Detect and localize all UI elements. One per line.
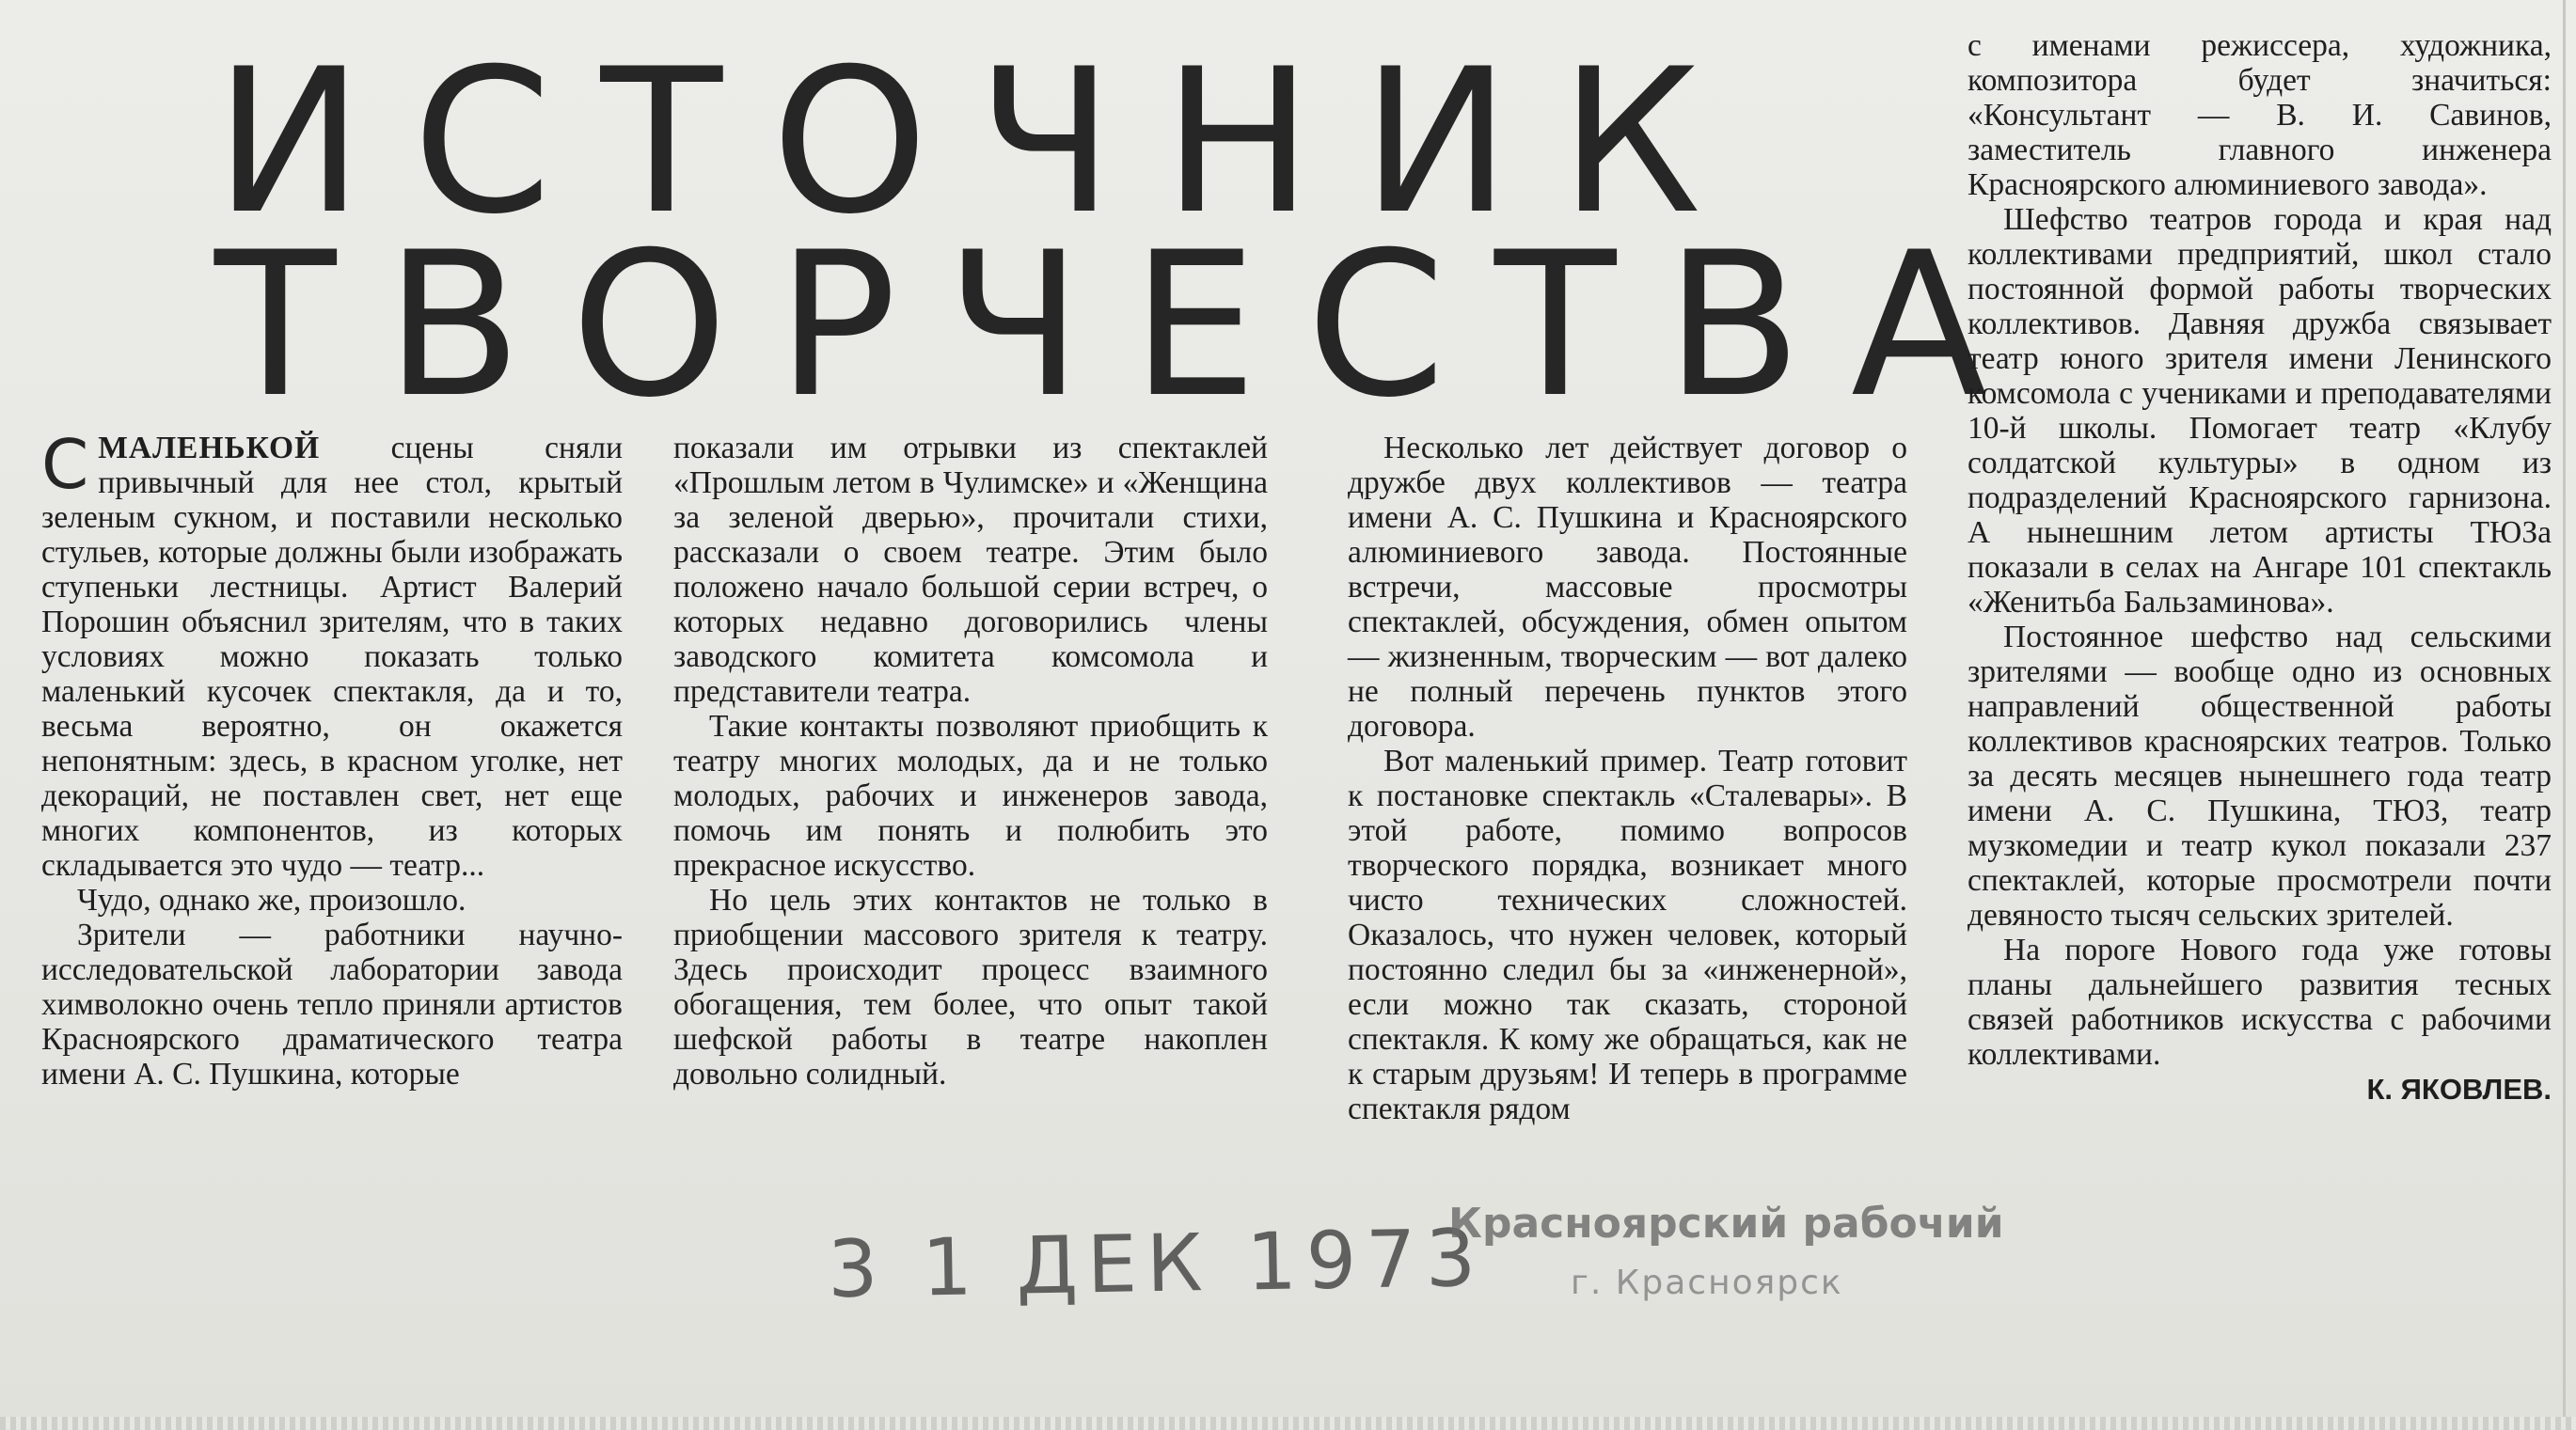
paragraph: Зрители — работники научно-исследовательской лаборатории завода химволокно очень тепло приняли артистов Красноярского драматического театра имени А. С. Пушкина, которые [41, 918, 623, 1092]
article-column-3 [1348, 431, 1907, 1126]
paragraph: показали им отрывки из спектаклей «Прошлым летом в Чулимске» и «Женщина за зеленой дверью», прочитали стихи, рассказали о своем театре. Этим было положено начало большой серии встреч, о которых недавно договорились члены заводского комитета комсомола и представители театра. [673, 431, 1268, 709]
paragraph: Такие контакты позволяют приобщить к театру многих молодых, да и не только молодых, рабочих и инженеров завода, помочь им понять и полюбить это прекрасное искусство. [673, 709, 1268, 883]
article-column-1 [41, 425, 623, 1092]
clipping-edge-rule [2563, 0, 2566, 1430]
paragraph [41, 425, 623, 883]
city-stamp: г. Красноярск [1571, 1264, 1843, 1302]
paragraph: Вот маленький пример. Театр готовит к постановке спектакль «Сталевары». В этой работе, помимо вопросов творческого порядка, возникает много чисто технических сложностей. Оказалось, что нужен человек, который постоянно следил бы за «инженерной», если можно так сказать, стороной спектакля. К кому же обращаться, как не к старым друзьям! И теперь в программе спектакля рядом [1348, 744, 1907, 1126]
headline-line-1: ИСТОЧНИК [214, 25, 1750, 258]
torn-bottom-edge [0, 1417, 2576, 1430]
paragraph-text: сцены сняли привычный для нее стол, крытый зеленым сукном, и поставили несколько стульев, которые должны были изображать ступеньки лестницы. Артист Валерий Порошин объяснил зрителям, что в таких условиях можно показать только маленький кусочек спектакля, да и то, весьма вероятно, он окажется непонятным: здесь, в красном уголке, нет декораций, не поставлен свет, нет еще многих компонентов, из которых складывается это чудо — театр... [41, 431, 623, 883]
paragraph: Несколько лет действует договор о дружбе двух коллективов — театра имени А. С. Пушкина и Красноярского алюминиевого завода. Постоянные встречи, массовые просмотры спектаклей, обсуждения, обмен опытом — жизненным, творческим — вот далеко не полный перечень пунктов этого договора. [1348, 431, 1907, 744]
newspaper-name-stamp: Красноярский рабочий [1448, 1200, 2004, 1248]
drop-cap: С [41, 425, 89, 504]
headline-line-2: ТВОРЧЕСТВА [214, 209, 2036, 441]
paragraph: На пороге Нового года уже готовы планы дальнейшего развития тесных связей работников искусства с рабочими коллективами. [1968, 933, 2552, 1072]
paragraph: с именами режиссера, художника, композитора будет значиться: «Консультант — В. И. Савинов, заместитель главного инженера Красноярского алюминиевого завода». [1968, 28, 2552, 202]
date-stamp: 3 1 ДЕК 1973 [827, 1211, 1486, 1316]
paragraph: Но цель этих контактов не только в приобщении массового зрителя к театру. Здесь происходит процесс взаимного обогащения, тем более, что опыт такой шефской работы в театре накоплен довольно солидный. [673, 883, 1268, 1092]
paragraph: Постоянное шефство над сельскими зрителями — вообще одно из основных направлений общественной работы коллективов красноярских театров. Только за десять месяцев нынешнего года театр имени А. С. Пушкина, ТЮЗ, театр музкомедии и театр кукол показали 237 спектаклей, которые просмотрели почти девяносто тысяч сельских зрителей. [1968, 620, 2552, 933]
article-column-2 [673, 431, 1268, 1092]
author-signature: К. ЯКОВЛЕВ. [2366, 1073, 2552, 1106]
article-column-4 [1968, 28, 2552, 1107]
paragraph: Шефство театров города и края над коллективами предприятий, школ стало постоянной формой работы творческих коллективов. Давняя дружба связывает театр юного зрителя имени Ленинского комсомола с учениками и преподавателями 10-й школы. Помогает театр «Клубу солдатской культуры» в одном из подразделений Красноярского гарнизона. А нынешним летом артисты ТЮЗа показали в селах на Ангаре 101 спектакль «Женитьба Бальзаминова». [1968, 202, 2552, 620]
paragraph: Чудо, однако же, произошло. [77, 883, 466, 918]
lead-caps: МАЛЕНЬКОЙ [98, 431, 321, 465]
